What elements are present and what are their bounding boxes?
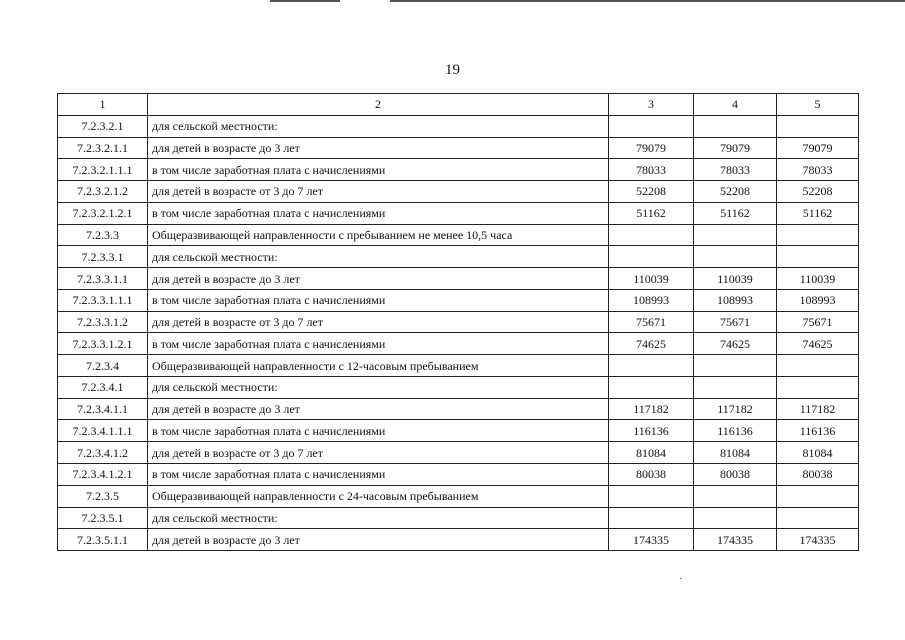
row-value-col3: 117182 <box>609 398 694 420</box>
row-description-cell: для детей в возрасте до 3 лет <box>148 268 609 290</box>
row-value-col4: 174335 <box>694 529 777 551</box>
row-value-col5 <box>777 376 859 398</box>
row-value-col4 <box>694 507 777 529</box>
row-value-col3: 51162 <box>609 202 694 224</box>
row-value-col3: 80038 <box>609 464 694 486</box>
row-description-cell: для детей в возрасте от 3 до 7 лет <box>148 311 609 333</box>
row-value-col3 <box>609 507 694 529</box>
row-value-col3: 81084 <box>609 442 694 464</box>
row-value-col5 <box>777 224 859 246</box>
row-value-col5: 80038 <box>777 464 859 486</box>
row-description-cell: Общеразвивающей направленности с пребыванием не менее 10,5 часа <box>148 224 609 246</box>
row-value-col3 <box>609 246 694 268</box>
row-value-col3: 74625 <box>609 333 694 355</box>
row-description-cell: в том числе заработная плата с начислениями <box>148 159 609 181</box>
table-row <box>58 507 859 529</box>
table-row <box>58 442 859 464</box>
row-value-col4 <box>694 355 777 377</box>
row-description-cell: в том числе заработная плата с начислениями <box>148 420 609 442</box>
row-description-cell: для сельской местности: <box>148 376 609 398</box>
row-value-col4: 75671 <box>694 311 777 333</box>
row-code-cell: 7.2.3.4.1.1.1 <box>58 420 148 442</box>
scan-speck <box>680 578 682 579</box>
table-row <box>58 311 859 333</box>
table-row <box>58 355 859 377</box>
row-code-cell: 7.2.3.3.1.1 <box>58 268 148 290</box>
row-value-col5 <box>777 246 859 268</box>
table-row <box>58 224 859 246</box>
column-header-1: 1 <box>58 94 148 116</box>
row-value-col4: 78033 <box>694 159 777 181</box>
row-value-col3 <box>609 376 694 398</box>
row-value-col4: 74625 <box>694 333 777 355</box>
table-row <box>58 289 859 311</box>
table-row <box>58 202 859 224</box>
table-row <box>58 246 859 268</box>
tariff-table <box>57 93 859 551</box>
table-row <box>58 137 859 159</box>
row-value-col3 <box>609 224 694 246</box>
row-code-cell: 7.2.3.5 <box>58 485 148 507</box>
row-value-col5 <box>777 485 859 507</box>
row-code-cell: 7.2.3.3.1.2.1 <box>58 333 148 355</box>
row-code-cell: 7.2.3.2.1.1.1 <box>58 159 148 181</box>
row-description-cell: для сельской местности: <box>148 115 609 137</box>
row-value-col5: 108993 <box>777 289 859 311</box>
row-value-col5: 75671 <box>777 311 859 333</box>
column-header-2: 2 <box>148 94 609 116</box>
row-value-col4: 117182 <box>694 398 777 420</box>
row-value-col3: 78033 <box>609 159 694 181</box>
table-row <box>58 464 859 486</box>
row-value-col3: 116136 <box>609 420 694 442</box>
row-code-cell: 7.2.3.3.1.2 <box>58 311 148 333</box>
row-value-col3: 75671 <box>609 311 694 333</box>
row-value-col4 <box>694 485 777 507</box>
row-code-cell: 7.2.3.2.1 <box>58 115 148 137</box>
table-row <box>58 115 859 137</box>
scan-edge-line <box>270 0 340 2</box>
row-code-cell: 7.2.3.5.1.1 <box>58 529 148 551</box>
row-value-col5: 51162 <box>777 202 859 224</box>
row-description-cell: для детей в возрасте до 3 лет <box>148 137 609 159</box>
row-value-col4: 110039 <box>694 268 777 290</box>
table-row <box>58 181 859 203</box>
row-code-cell: 7.2.3.4.1.2.1 <box>58 464 148 486</box>
row-value-col3: 110039 <box>609 268 694 290</box>
row-description-cell: в том числе заработная плата с начислениями <box>148 289 609 311</box>
table-row <box>58 485 859 507</box>
row-description-cell: Общеразвивающей направленности с 12-часовым пребыванием <box>148 355 609 377</box>
row-value-col4 <box>694 376 777 398</box>
row-value-col4 <box>694 246 777 268</box>
row-value-col3 <box>609 485 694 507</box>
row-value-col4 <box>694 115 777 137</box>
row-description-cell: в том числе заработная плата с начислениями <box>148 464 609 486</box>
row-description-cell: в том числе заработная плата с начислениями <box>148 202 609 224</box>
column-header-3: 3 <box>609 94 694 116</box>
table-row <box>58 268 859 290</box>
column-header-5: 5 <box>777 94 859 116</box>
row-value-col5 <box>777 355 859 377</box>
row-description-cell: для сельской местности: <box>148 507 609 529</box>
row-code-cell: 7.2.3.4.1 <box>58 376 148 398</box>
row-value-col4: 80038 <box>694 464 777 486</box>
table-row <box>58 398 859 420</box>
row-value-col4: 51162 <box>694 202 777 224</box>
table-row <box>58 420 859 442</box>
row-code-cell: 7.2.3.2.1.2 <box>58 181 148 203</box>
row-description-cell: Общеразвивающей направленности с 24-часовым пребыванием <box>148 485 609 507</box>
table-row <box>58 529 859 551</box>
row-code-cell: 7.2.3.3.1 <box>58 246 148 268</box>
table-row <box>58 159 859 181</box>
row-value-col4: 116136 <box>694 420 777 442</box>
row-value-col3 <box>609 355 694 377</box>
row-value-col5: 110039 <box>777 268 859 290</box>
row-value-col5: 174335 <box>777 529 859 551</box>
row-code-cell: 7.2.3.5.1 <box>58 507 148 529</box>
row-value-col5: 81084 <box>777 442 859 464</box>
row-value-col3: 52208 <box>609 181 694 203</box>
row-value-col4 <box>694 224 777 246</box>
row-value-col5 <box>777 507 859 529</box>
row-description-cell: для сельской местности: <box>148 246 609 268</box>
row-value-col4: 52208 <box>694 181 777 203</box>
row-value-col3: 79079 <box>609 137 694 159</box>
row-value-col5: 117182 <box>777 398 859 420</box>
column-header-4: 4 <box>694 94 777 116</box>
row-value-col4: 81084 <box>694 442 777 464</box>
row-value-col4: 79079 <box>694 137 777 159</box>
row-code-cell: 7.2.3.3.1.1.1 <box>58 289 148 311</box>
row-code-cell: 7.2.3.4 <box>58 355 148 377</box>
table-header-row <box>58 94 859 116</box>
row-description-cell: для детей в возрасте от 3 до 7 лет <box>148 181 609 203</box>
row-code-cell: 7.2.3.2.1.1 <box>58 137 148 159</box>
page-number: 19 <box>445 62 460 78</box>
row-value-col5 <box>777 115 859 137</box>
row-value-col5: 79079 <box>777 137 859 159</box>
row-code-cell: 7.2.3.4.1.1 <box>58 398 148 420</box>
table-row <box>58 333 859 355</box>
table-row <box>58 376 859 398</box>
row-code-cell: 7.2.3.3 <box>58 224 148 246</box>
scan-edge-line <box>390 0 905 2</box>
row-value-col5: 52208 <box>777 181 859 203</box>
row-value-col4: 108993 <box>694 289 777 311</box>
row-description-cell: для детей в возрасте до 3 лет <box>148 529 609 551</box>
row-description-cell: для детей в возрасте от 3 до 7 лет <box>148 442 609 464</box>
row-value-col5: 78033 <box>777 159 859 181</box>
row-code-cell: 7.2.3.2.1.2.1 <box>58 202 148 224</box>
row-value-col3: 108993 <box>609 289 694 311</box>
row-value-col3 <box>609 115 694 137</box>
row-code-cell: 7.2.3.4.1.2 <box>58 442 148 464</box>
row-description-cell: для детей в возрасте до 3 лет <box>148 398 609 420</box>
row-value-col5: 116136 <box>777 420 859 442</box>
row-value-col3: 174335 <box>609 529 694 551</box>
row-description-cell: в том числе заработная плата с начислениями <box>148 333 609 355</box>
row-value-col5: 74625 <box>777 333 859 355</box>
